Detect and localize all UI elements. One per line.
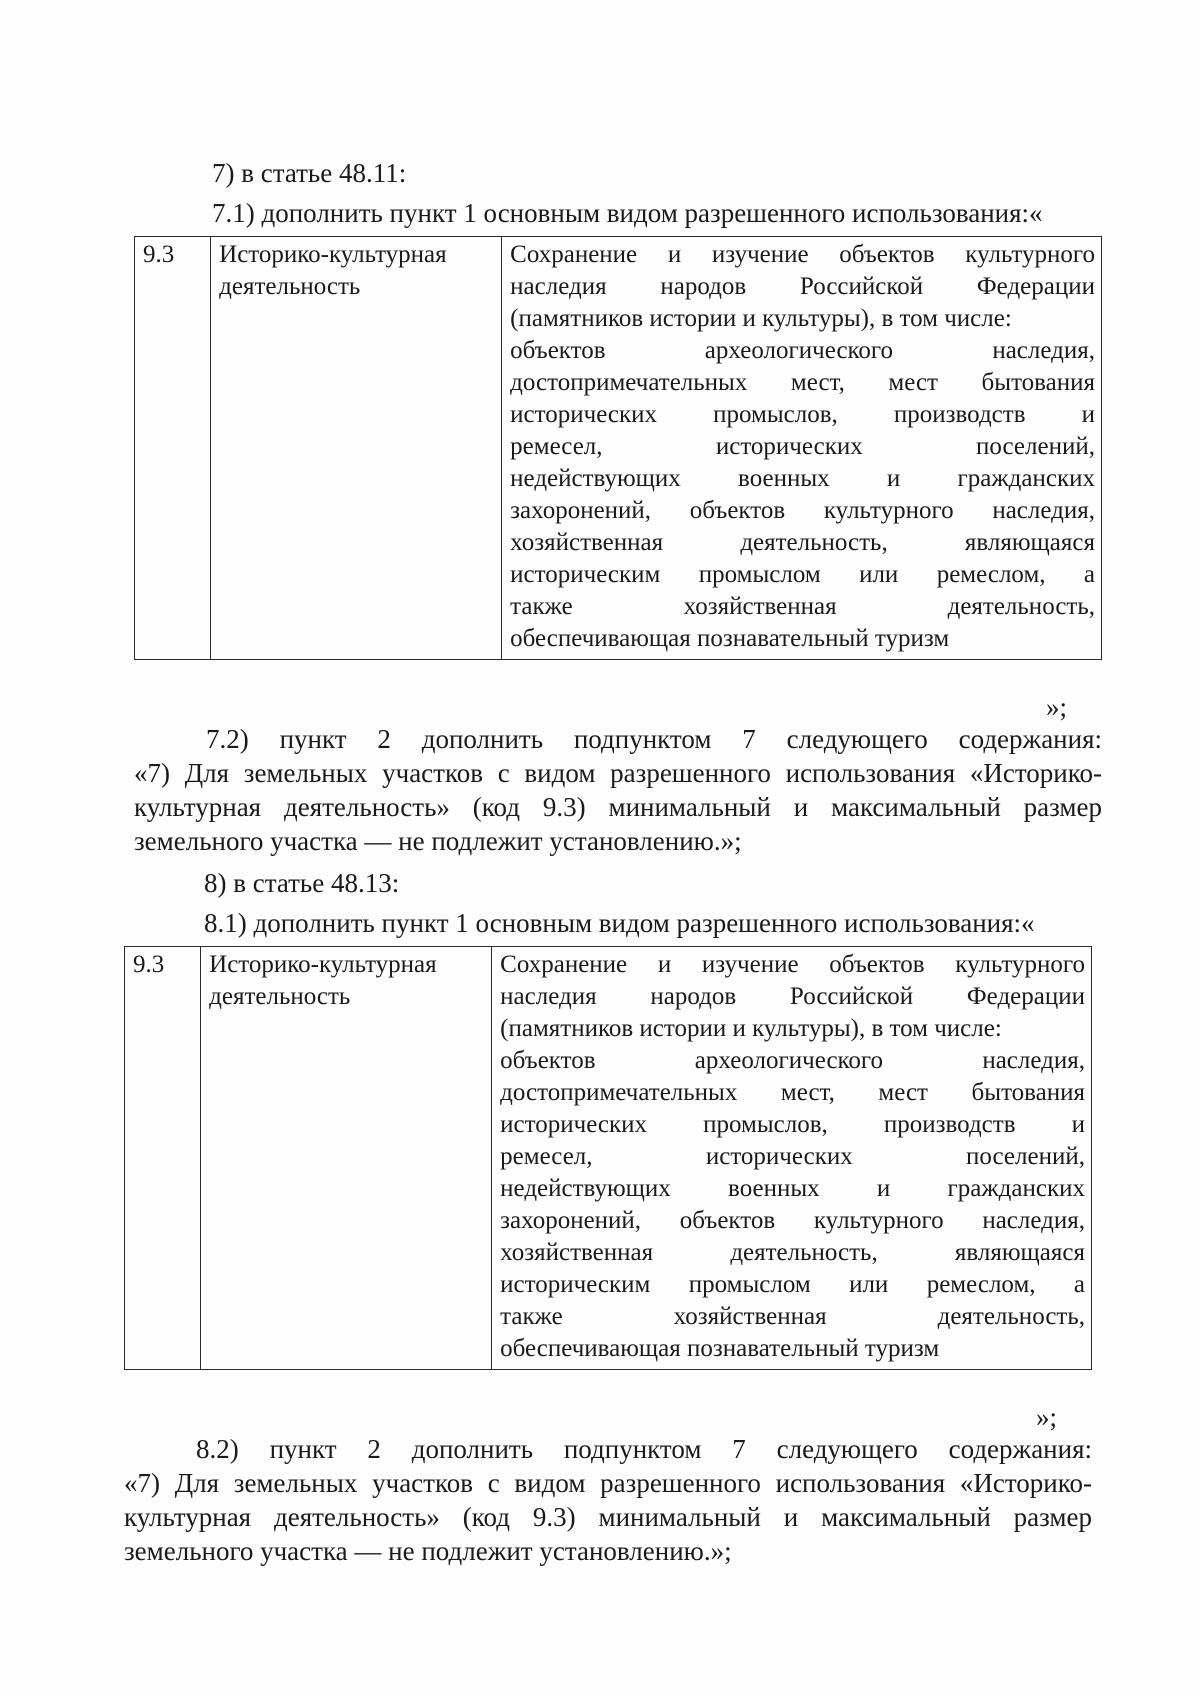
- item-7-2: [134, 722, 1102, 858]
- use-name-line: деятельность: [209, 983, 351, 1010]
- description-line: Сохранение и изучение объектов культурного: [500, 951, 1085, 978]
- description-line: захоронений, объектов культурного наследия,: [500, 1207, 1085, 1234]
- description-line: наследия народов Российской Федерации: [510, 273, 1095, 300]
- use-code-cell: 9.3: [125, 947, 201, 1370]
- description-line: Сохранение и изучение объектов культурного: [510, 241, 1095, 268]
- description-line: недействующих военных и гражданских: [510, 465, 1095, 492]
- description-line: обеспечивающая познавательный туризм: [500, 1335, 940, 1362]
- use-name-line: деятельность: [219, 273, 361, 300]
- item-8-2-first-line: 8.2) пункт 2 дополнить подпунктом 7 следующего содержания:: [196, 1434, 1092, 1464]
- description-line: исторических промыслов, производств и: [510, 401, 1095, 428]
- use-code-cell: 9.3: [135, 237, 211, 660]
- use-name-cell: [211, 237, 502, 660]
- use-name-line: Историко-культурная: [219, 241, 447, 268]
- section-8-heading: 8) в статье 48.13:: [204, 868, 400, 898]
- description-line: (памятников истории и культуры), в том числе:: [500, 1015, 1002, 1042]
- description-line: (памятников истории и культуры), в том числе:: [510, 305, 1012, 332]
- description-line: хозяйственная деятельность, являющаяся: [510, 529, 1095, 556]
- closing-quote-8: »;: [1036, 1402, 1058, 1432]
- item-8-2-text: «7) Для земельных участков с видом разрешенного использования «Историко-культурная деятельность» (код 9.3) минимальный и максимальный размер земельного участка — не подлежит установлению.»;: [124, 1468, 1092, 1566]
- description-line: захоронений, объектов культурного наследия,: [510, 497, 1095, 524]
- description-line: достопримечательных мест, мест бытования: [500, 1079, 1085, 1106]
- description-line: объектов археологического наследия,: [510, 337, 1095, 364]
- use-description-cell: [502, 237, 1102, 660]
- item-7-1: 7.1) дополнить пункт 1 основным видом разрешенного использования:«: [212, 198, 1043, 228]
- item-8-2: [124, 1432, 1092, 1568]
- description-line: наследия народов Российской Федерации: [500, 983, 1085, 1010]
- description-line: достопримечательных мест, мест бытования: [510, 369, 1095, 396]
- description-line: историческим промыслом или ремеслом, а: [500, 1271, 1085, 1298]
- description-line: исторических промыслов, производств и: [500, 1111, 1085, 1138]
- description-line: также хозяйственная деятельность,: [510, 593, 1095, 620]
- item-8-1: 8.1) дополнить пункт 1 основным видом разрешенного использования:«: [204, 908, 1035, 938]
- item-7-2-first-line: 7.2) пункт 2 дополнить подпунктом 7 следующего содержания:: [206, 724, 1102, 754]
- land-use-table-7: [134, 236, 1102, 660]
- use-name-cell: [201, 947, 492, 1370]
- description-line: недействующих военных и гражданских: [500, 1175, 1085, 1202]
- description-line: хозяйственная деятельность, являющаяся: [500, 1239, 1085, 1266]
- description-line: обеспечивающая познавательный туризм: [510, 625, 950, 652]
- description-line: историческим промыслом или ремеслом, а: [510, 561, 1095, 588]
- land-use-table-8: [124, 946, 1092, 1370]
- closing-quote-7: »;: [1046, 692, 1068, 722]
- description-line: ремесел, исторических поселений,: [510, 433, 1095, 460]
- table-row: [125, 947, 1092, 1370]
- description-line: объектов археологического наследия,: [500, 1047, 1085, 1074]
- description-line: ремесел, исторических поселений,: [500, 1143, 1085, 1170]
- use-name-line: Историко-культурная: [209, 951, 437, 978]
- item-7-2-text: «7) Для земельных участков с видом разрешенного использования «Историко-культурная деятельность» (код 9.3) минимальный и максимальный размер земельного участка — не подлежит установлению.»;: [134, 758, 1102, 856]
- section-7-heading: 7) в статье 48.11:: [212, 158, 407, 188]
- table-row: [135, 237, 1102, 660]
- use-description-cell: [492, 947, 1092, 1370]
- description-line: также хозяйственная деятельность,: [500, 1303, 1085, 1330]
